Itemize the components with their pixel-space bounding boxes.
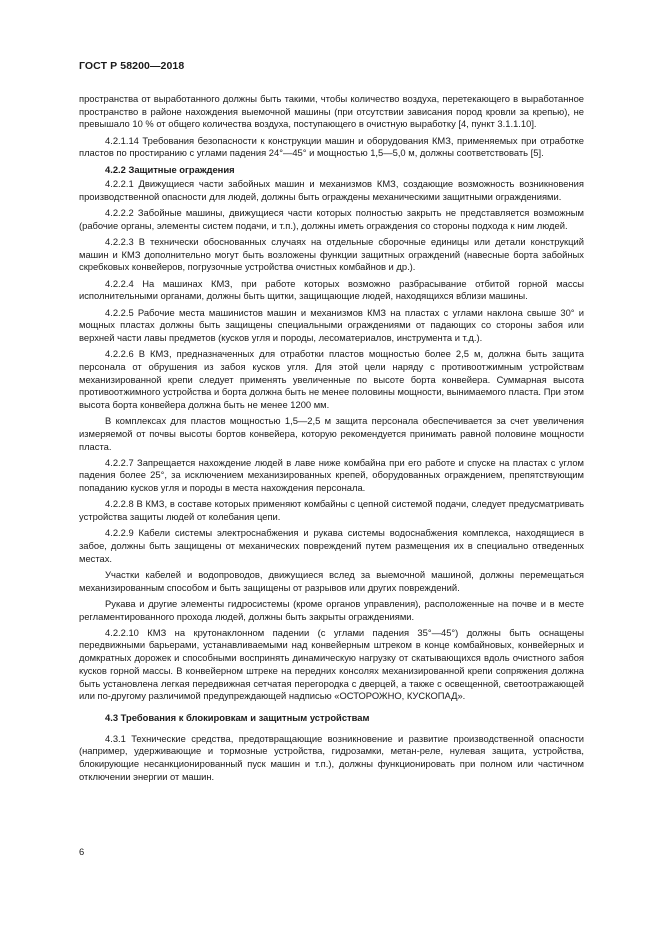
paragraph: 4.2.2.8 В КМЗ, в составе которых применяют комбайны с цепной системой подачи, следует предусматривать устройства защиты людей от колебания цепи. [79,498,584,523]
paragraph: В комплексах для пластов мощностью 1,5—2,5 м защита персонала обеспечивается за счет увеличения измеряемой от почвы высоты бортов конвейера, которую рекомендуется принимать равной половине мощности пласта. [79,415,584,452]
paragraph: 4.2.2.4 На машинах КМЗ, при работе которых возможно разбрасывание отбитой горной массы исполнительными органами, должны быть щитки, защищающие людей, находящихся вблизи машины. [79,277,584,302]
document-header: ГОСТ Р 58200—2018 [79,60,185,72]
paragraph: 4.2.2.10 КМЗ на крутонаклонном падении (с углами падения 35°—45°) должны быть оснащены передвижными барьерами, устанавливаемыми над конвейерным штреком в конце комбайновых, конвейерных и домкратных дорожек и способными воспринять динамическую нагрузку от скатывающихся вдоль очистного забоя кусков горной массы. В конвейерном штреке на передних консолях механизированной крепи сопряжения должна быть установлена легкая передвижная сетчатая перегородка с дверцей, а также с освещенной, светоотражающей или по-другому различимой предупреждающей надписью «ОСТОРОЖНО, КУСКОПАД». [79,626,584,702]
subsection-heading: 4.2.2 Защитные ограждения [105,163,235,175]
paragraph: Рукава и другие элементы гидросистемы (кроме органов управления), расположенные на почве и в месте регламентированного прохода людей, должны быть закрыты ограждениями. [79,597,584,622]
page-number: 6 [79,846,85,857]
paragraph: 4.2.2.9 Кабели системы электроснабжения и рукава системы водоснабжения комплекса, находящиеся в забое, должны быть защищены от механических повреждений путем размещения их в специально отведенных местах. [79,527,584,564]
paragraph: 4.2.1.14 Требования безопасности к конструкции машин и оборудования КМЗ, применяемых при отработке пластов по простиранию с углами падения 24°—45° и мощностью 1,5—5,0 м, должны соответствовать [5]. [79,134,584,159]
document-body [79,93,584,787]
paragraph: 4.2.2.7 Запрещается нахождение людей в лаве ниже комбайна при его работе и спуске на пластах с углом падения более 25°, за исключением механизированных крепей, оборудованных ограждением, препятствующим попаданию кусков угля и породы в места нахождения персонала. [79,456,584,494]
paragraph: Участки кабелей и водопроводов, движущиеся вслед за выемочной машиной, должны перемещаться механизированным способом и быть защищены от разрывов или других повреждений. [79,568,584,593]
paragraph: 4.2.2.2 Забойные машины, движущиеся части которых полностью закрыть не представляется возможным (рабочие органы, элементы систем подачи, и т.п.), должны иметь ограждения со стороны подхода к ним людей. [79,207,584,231]
section-heading: 4.3 Требования к блокировкам и защитным устройствам [105,711,370,723]
paragraph: 4.2.2.6 В КМЗ, предназначенных для отработки пластов мощностью более 2,5 м, должна быть защита персонала от обрушения из забоя кусков угля. Для этой цели наряду с противоотжимным устройствам механизированной крепи следует применять увеличенные по высоте борта конвейера. Суммарная высота противоотжимного устройства и борта должна быть не менее половины мощности, вынимаемого пласта. При этом высота борта конвейера должна быть не менее 1200 мм. [79,348,584,410]
paragraph: 4.2.2.3 В технически обоснованных случаях на отдельные сборочные единицы или детали конструкций машин и КМЗ дополнительно могут быть возложены функции защитных ограждений (навесные борта забойных скребковых конвейеров, погрузочные устройства очистных комбайнов и др.). [79,236,584,273]
paragraph: 4.2.2.1 Движущиеся части забойных машин и механизмов КМЗ, создающие возможность возникновения производственной опасности для людей, должны быть ограждены механическими защитными ограждениями. [79,178,584,202]
paragraph: 4.3.1 Технические средства, предотвращающие возникновение и развитие производственной опасности (например, удерживающие и тормозные устройства, гидрозамки, метан-реле, нулевая защита, устройства, блокирующие несанкционированный пуск машин и т.п.), должны функционировать при полном или частичном отключении энергии от машин. [79,732,584,782]
paragraph: 4.2.2.5 Рабочие места машинистов машин и механизмов КМЗ на пластах с углами наклона свыше 30° и мощных пластах должны быть защищены специальными ограждениями от падающих со стороны забоя или верхней части лавы предметов (кусков угля и породы, лесоматериалов, инструмента и т.д.). [79,306,584,343]
paragraph: пространства от выработанного должны быть такими, чтобы количество воздуха, перетекающего в выработанное пространство в районе нахождения выемочной машины (при отсутствии зависания пород кровли за крепью), не превышало 10 % от общего количества воздуха, поступающего в очистную выработку [4, пункт 3.1.1.10]. [79,93,584,130]
